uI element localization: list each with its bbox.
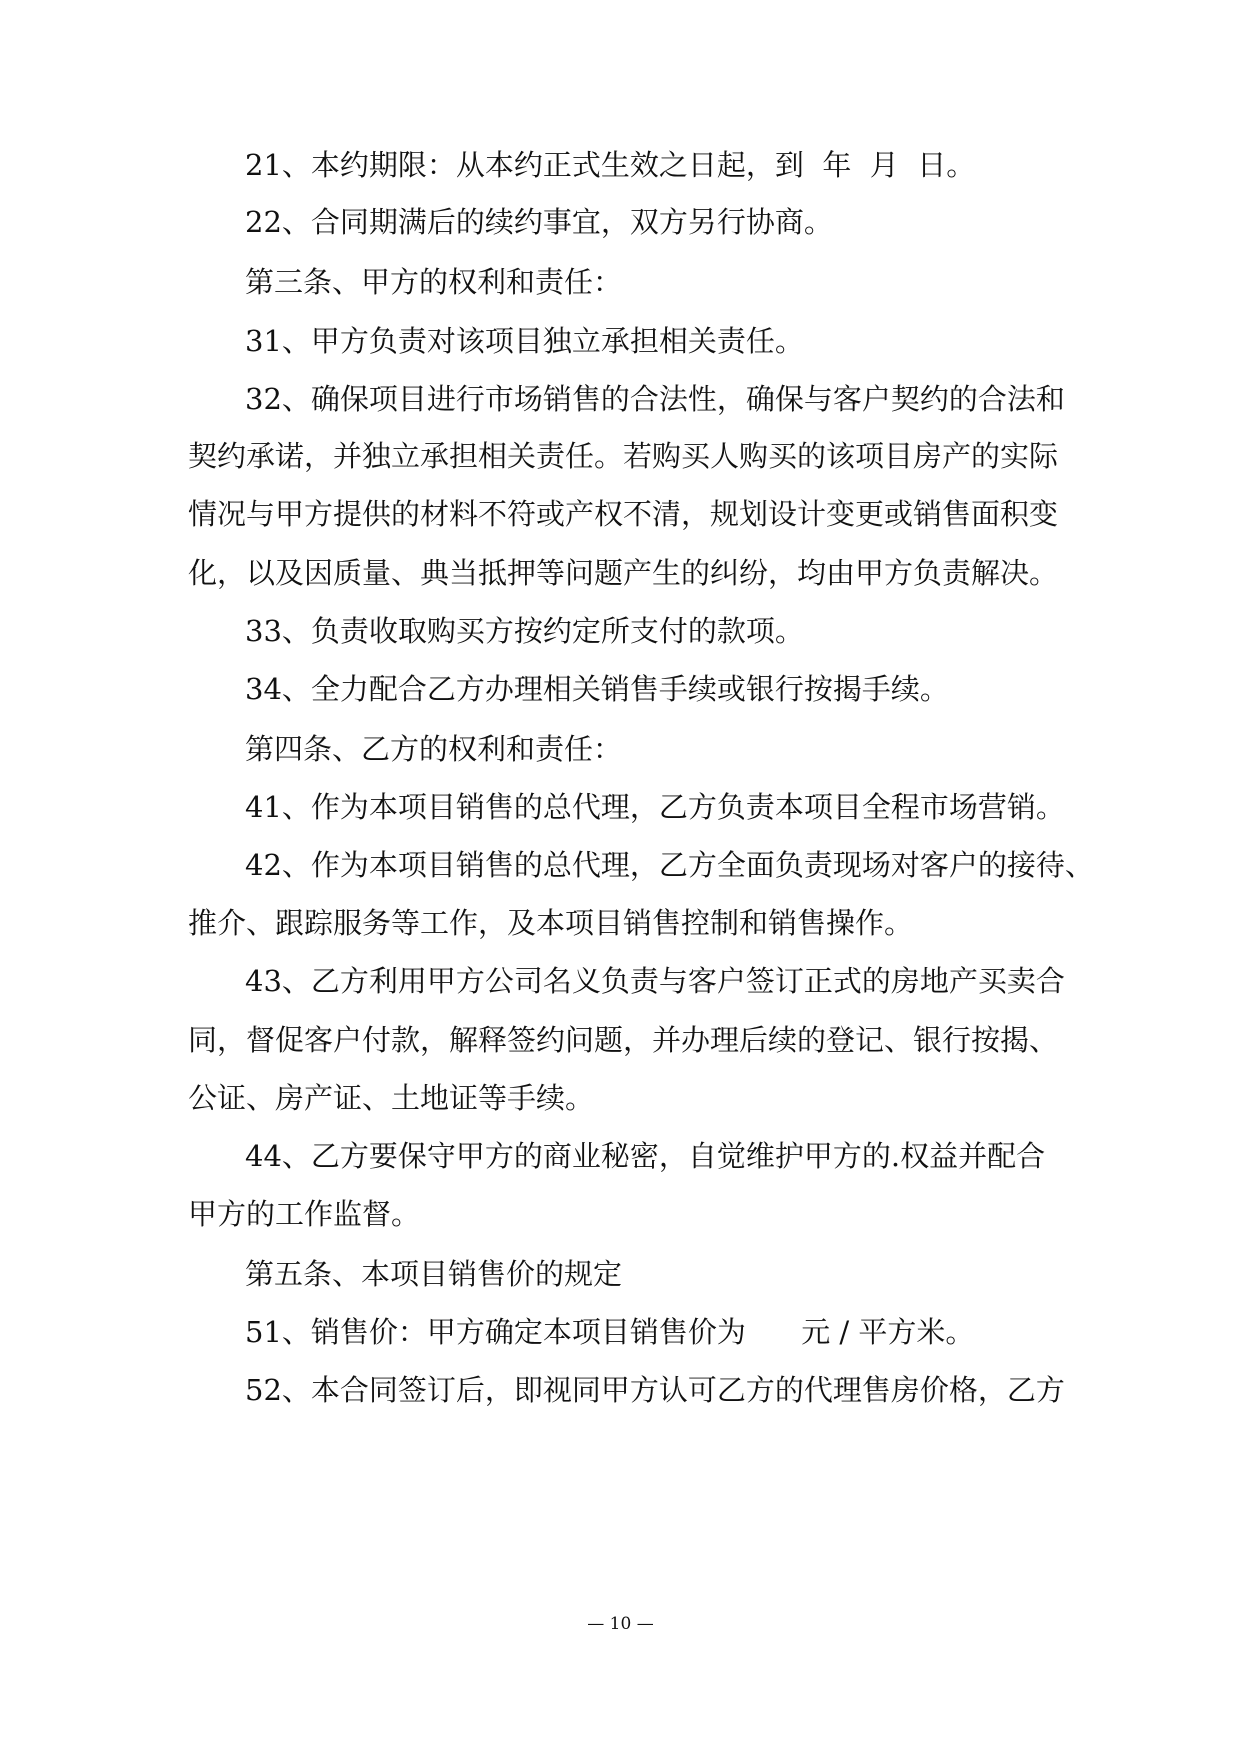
clause-43-line-1: 43、乙方利用甲方公司名义负责与客户签订正式的房地产买卖合: [245, 964, 1065, 998]
clause-32-line-2: 契约承诺，并独立承担相关责任。若购买人购买的该项目房产的实际: [188, 439, 1059, 473]
clause-52-line-1: 52、本合同签订后，即视同甲方认可乙方的代理售房价格，乙方: [245, 1373, 1065, 1407]
clause-51: 51、销售价：甲方确定本项目销售价为 元 / 平方米。: [245, 1315, 975, 1349]
clause-32-line-4: 化，以及因质量、典当抵押等问题产生的纠纷，均由甲方负责解决。: [188, 556, 1059, 590]
clause-21: 21、本约期限：从本约正式生效之日起，到 年 月 日。: [245, 148, 976, 182]
article-4-heading: 第四条、乙方的权利和责任：: [245, 732, 623, 766]
clause-43-line-2: 同，督促客户付款，解释签约问题，并办理后续的登记、银行按揭、: [188, 1023, 1059, 1057]
clause-32-line-3: 情况与甲方提供的材料不符或产权不清，规划设计变更或销售面积变: [188, 497, 1059, 531]
clause-22: 22、合同期满后的续约事宜，双方另行协商。: [245, 205, 833, 239]
article-5-heading: 第五条、本项目销售价的规定: [245, 1257, 623, 1291]
clause-42-line-1: 42、作为本项目销售的总代理，乙方全面负责现场对客户的接待、: [245, 848, 1094, 882]
clause-44-line-2: 甲方的工作监督。: [188, 1197, 421, 1231]
clause-44-line-1: 44、乙方要保守甲方的商业秘密，自觉维护甲方的.权益并配合: [245, 1139, 1046, 1173]
article-3-heading: 第三条、甲方的权利和责任：: [245, 265, 623, 299]
clause-43-line-3: 公证、房产证、土地证等手续。: [188, 1081, 595, 1115]
clause-41: 41、作为本项目销售的总代理，乙方负责本项目全程市场营销。: [245, 790, 1065, 824]
page-number: — 10 —: [587, 1614, 654, 1634]
clause-32-line-1: 32、确保项目进行市场销售的合法性，确保与客户契约的合法和: [245, 382, 1065, 416]
clause-31: 31、甲方负责对该项目独立承担相关责任。: [245, 324, 804, 358]
clause-42-line-2: 推介、跟踪服务等工作，及本项目销售控制和销售操作。: [188, 906, 914, 940]
clause-33: 33、负责收取购买方按约定所支付的款项。: [245, 614, 804, 648]
clause-34: 34、全力配合乙方办理相关销售手续或银行按揭手续。: [245, 672, 949, 706]
